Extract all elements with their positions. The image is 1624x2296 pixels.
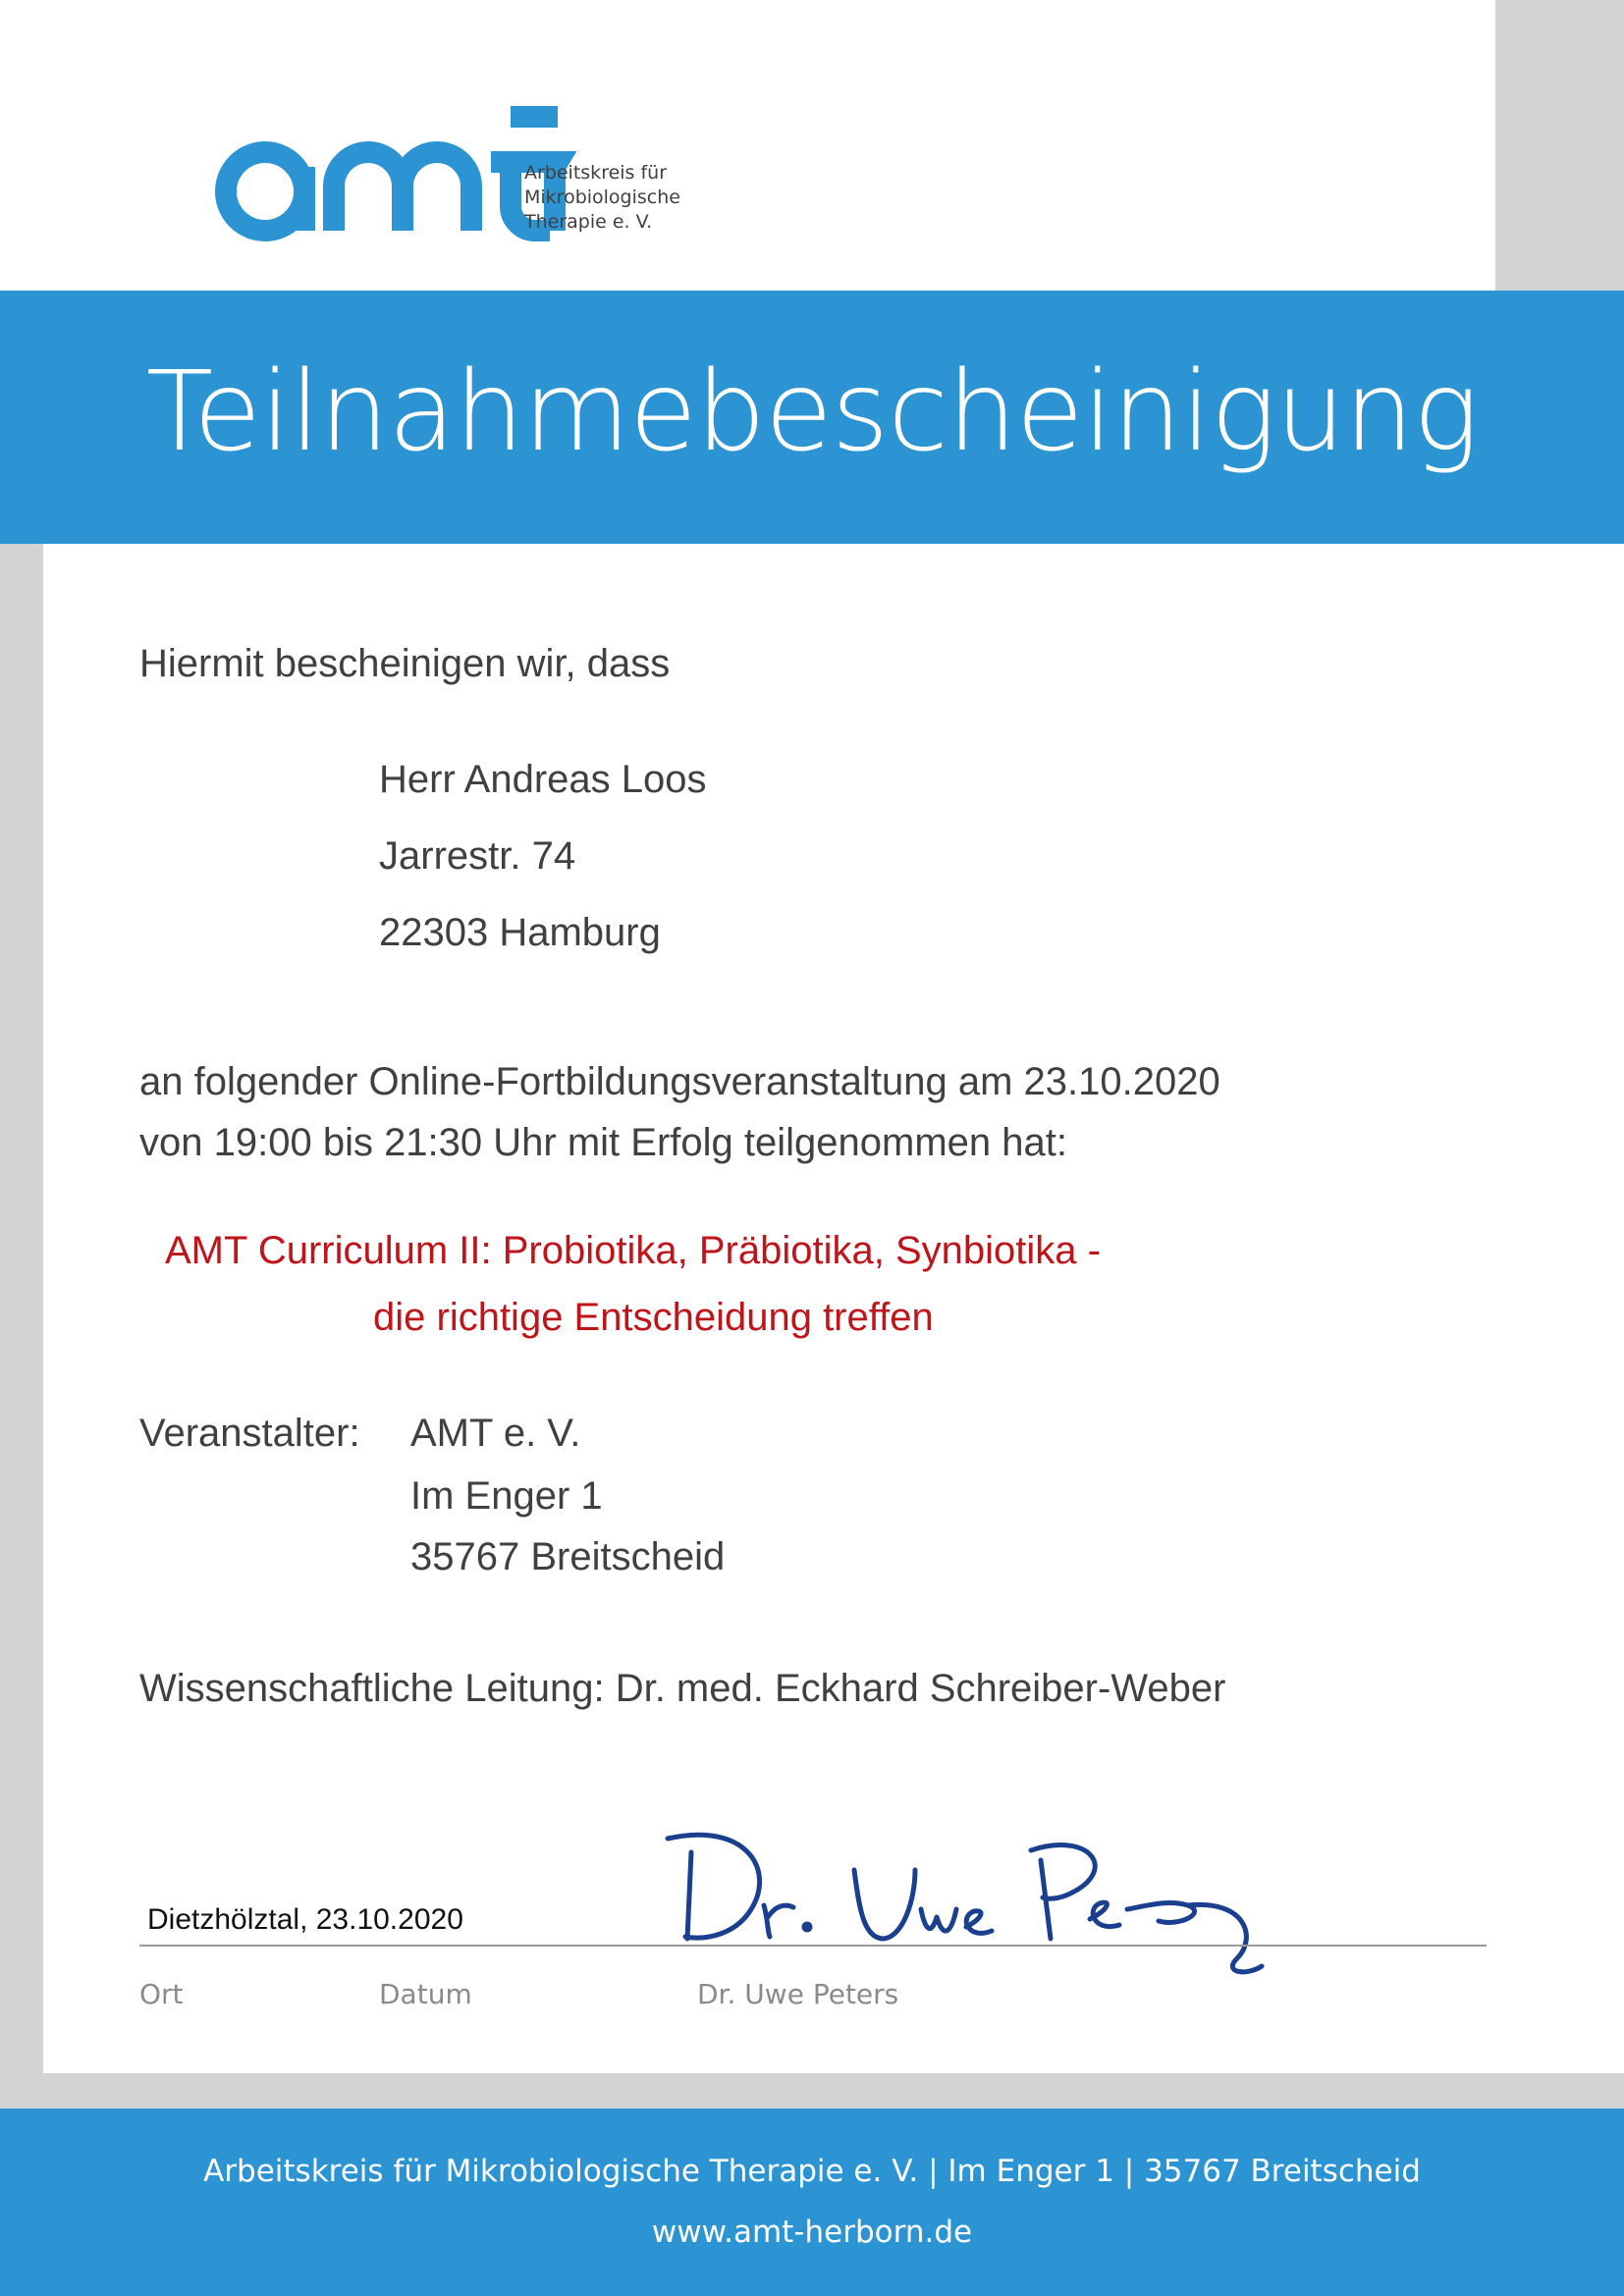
footer: [0, 2109, 1624, 2296]
caption-signer: Dr. Uwe Peters: [697, 1978, 899, 2010]
event-description-line: von 19:00 bis 21:30 Uhr mit Erfolg teilgenommen hat:: [139, 1121, 1067, 1164]
title-banner: [0, 291, 1624, 544]
handwritten-signature: [658, 1811, 1345, 1988]
scientific-lead: Wissenschaftliche Leitung: Dr. med. Eckhard Schreiber-Weber: [139, 1667, 1226, 1710]
caption-date: Datum: [379, 1978, 472, 2010]
logo-tagline: [524, 161, 680, 235]
recipient-name: Herr Andreas Loos: [379, 758, 707, 801]
recipient-city: 22303 Hamburg: [379, 911, 661, 954]
logo-tagline-line: Mikrobiologische: [524, 187, 680, 208]
logo-tagline-line: Arbeitskreis für: [524, 162, 668, 184]
organizer-name: AMT e. V.: [410, 1412, 581, 1455]
logo-tagline-line: Therapie e. V.: [524, 211, 653, 233]
recipient-street: Jarrestr. 74: [379, 834, 576, 878]
signature-line: [139, 1945, 1487, 1947]
caption-place: Ort: [139, 1978, 184, 2010]
intro-text: Hiermit bescheinigen wir, dass: [139, 642, 671, 685]
organizer-city: 35767 Breitscheid: [410, 1535, 726, 1578]
footer-website: www.amt-herborn.de: [651, 2215, 973, 2250]
footer-address: Arbeitskreis für Mikrobiologische Therapie e. V. | Im Enger 1 | 35767 Breitscheid: [203, 2154, 1421, 2189]
place-date: Dietzhölztal, 23.10.2020: [147, 1903, 463, 1936]
course-title-line: AMT Curriculum II: Probiotika, Präbiotika, Synbiotika -: [165, 1229, 1101, 1272]
event-description-line: an folgender Online-Fortbildungsveranstaltung am 23.10.2020: [139, 1060, 1220, 1103]
page-title: Teilnahmebescheinigung: [145, 348, 1479, 476]
organizer-label: Veranstalter:: [139, 1412, 360, 1455]
course-title-line: die richtige Entscheidung treffen: [373, 1296, 934, 1339]
organizer-street: Im Enger 1: [410, 1474, 603, 1518]
